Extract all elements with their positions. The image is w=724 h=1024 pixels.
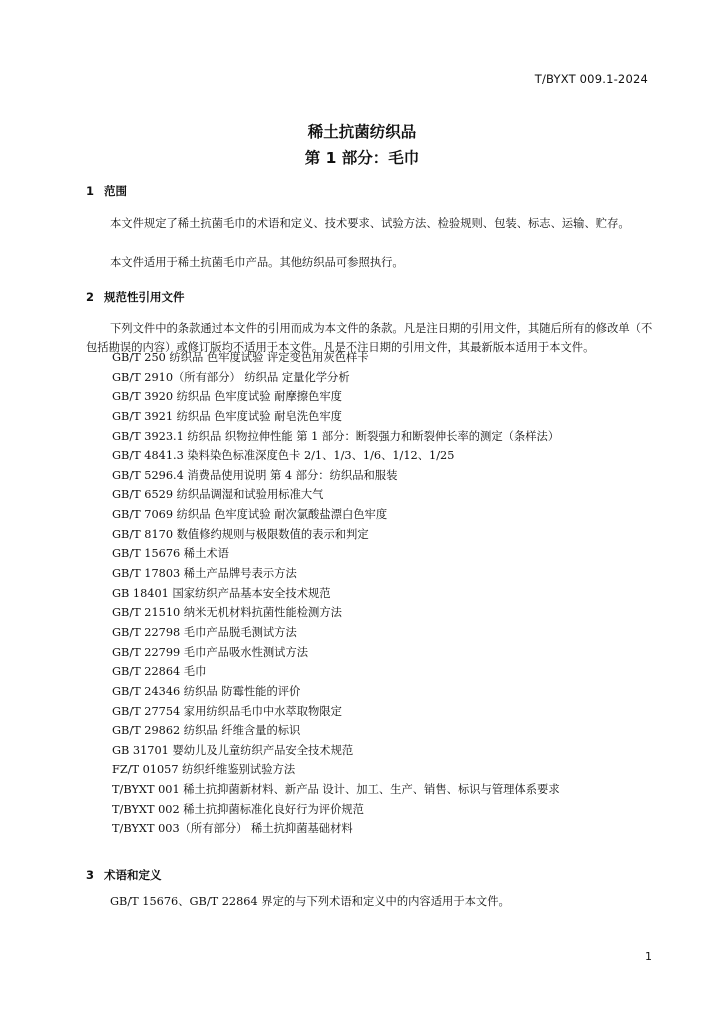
reference-item: T/BYXT 002 稀土抗抑菌标准化良好行为评价规范 <box>112 802 364 816</box>
reference-item: GB/T 7069 纺织品 色牢度试验 耐次氯酸盐漂白色牢度 <box>112 508 388 522</box>
reference-item: GB/T 17803 稀土产品牌号表示方法 <box>112 567 297 581</box>
reference-item: GB/T 3921 纺织品 色牢度试验 耐皂洗色牢度 <box>112 409 342 423</box>
reference-item: GB/T 6529 纺织品调湿和试验用标准大气 <box>112 488 324 502</box>
section-heading-normative-references <box>86 289 185 305</box>
reference-item: GB/T 4841.3 染料染色标准深度色卡 2/1、1/3、1/6、1/12、1/25 <box>112 449 455 463</box>
reference-item: GB/T 29862 纺织品 纤维含量的标识 <box>112 724 301 738</box>
document-subtitle: 第 1 部分：毛巾 <box>304 149 420 167</box>
section-heading-scope <box>86 183 127 199</box>
reference-item: GB/T 22798 毛巾产品脱毛测试方法 <box>112 625 297 639</box>
reference-item: GB/T 250 纺织品 色牢度试验 评定变色用灰色样卡 <box>112 351 369 364</box>
reference-item: GB/T 8170 数值修约规则与极限数值的表示和判定 <box>112 527 369 541</box>
reference-item: GB/T 21510 纳米无机材料抗菌性能检测方法 <box>112 606 342 620</box>
document-code: T/BYXT 009.1-2024 <box>534 72 648 86</box>
paragraph: 下列文件中的条款通过本文件的引用而成为本文件的条款。凡是注日期的引用文件，其随后所有的修改单（不包括勘误的内容）或修订版均不适用于本文件。凡是不注日期的引用文件，其最新版本适用于本文件。 <box>86 322 653 354</box>
reference-item: GB/T 22864 毛巾 <box>112 665 207 679</box>
section-number: 3 <box>86 868 95 882</box>
section-title: 规范性引用文件 <box>104 290 185 304</box>
document-title: 稀土抗菌纺织品 <box>307 123 417 141</box>
reference-item: GB/T 3920 纺织品 色牢度试验 耐摩擦色牢度 <box>112 390 342 404</box>
reference-item: GB/T 5296.4 消费品使用说明 第 4 部分：纺织品和服装 <box>112 468 398 482</box>
reference-item: GB/T 22799 毛巾产品吸水性测试方法 <box>112 645 309 659</box>
reference-item: GB/T 15676 稀土术语 <box>112 547 229 561</box>
paragraph: GB/T 15676、GB/T 22864 界定的与下列术语和定义中的内容适用于本文件。 <box>110 895 510 908</box>
section-title: 范围 <box>104 184 128 198</box>
section-heading-terms-definitions <box>86 867 162 883</box>
paragraph: 本文件适用于稀土抗菌毛巾产品。其他纺织品可参照执行。 <box>110 256 404 269</box>
section-number: 1 <box>86 184 95 198</box>
paragraph: 本文件规定了稀土抗菌毛巾的术语和定义、技术要求、试验方法、检验规则、包装、标志、运输、贮存。 <box>110 217 630 230</box>
section-number: 2 <box>86 290 95 304</box>
reference-item: GB/T 2910（所有部分） 纺织品 定量化学分析 <box>112 370 350 384</box>
reference-item: GB 31701 婴幼儿及儿童纺织产品安全技术规范 <box>112 743 354 757</box>
reference-list <box>112 348 560 839</box>
page-number: 1 <box>645 950 652 963</box>
reference-item: GB/T 24346 纺织品 防霉性能的评价 <box>112 684 301 698</box>
reference-item: FZ/T 01057 纺织纤维鉴别试验方法 <box>112 763 296 777</box>
reference-item: T/BYXT 003（所有部分） 稀土抗抑菌基础材料 <box>112 822 353 836</box>
reference-item: T/BYXT 001 稀土抗抑菌新材料、新产品 设计、加工、生产、销售、标识与管理体系要求 <box>112 783 560 797</box>
reference-item: GB/T 3923.1 纺织品 织物拉伸性能 第 1 部分：断裂强力和断裂伸长率的测定（条样法） <box>112 429 560 443</box>
reference-item: GB 18401 国家纺织产品基本安全技术规范 <box>112 586 331 600</box>
section-title: 术语和定义 <box>104 868 162 882</box>
reference-item: GB/T 27754 家用纺织品毛巾中水萃取物限定 <box>112 704 342 718</box>
